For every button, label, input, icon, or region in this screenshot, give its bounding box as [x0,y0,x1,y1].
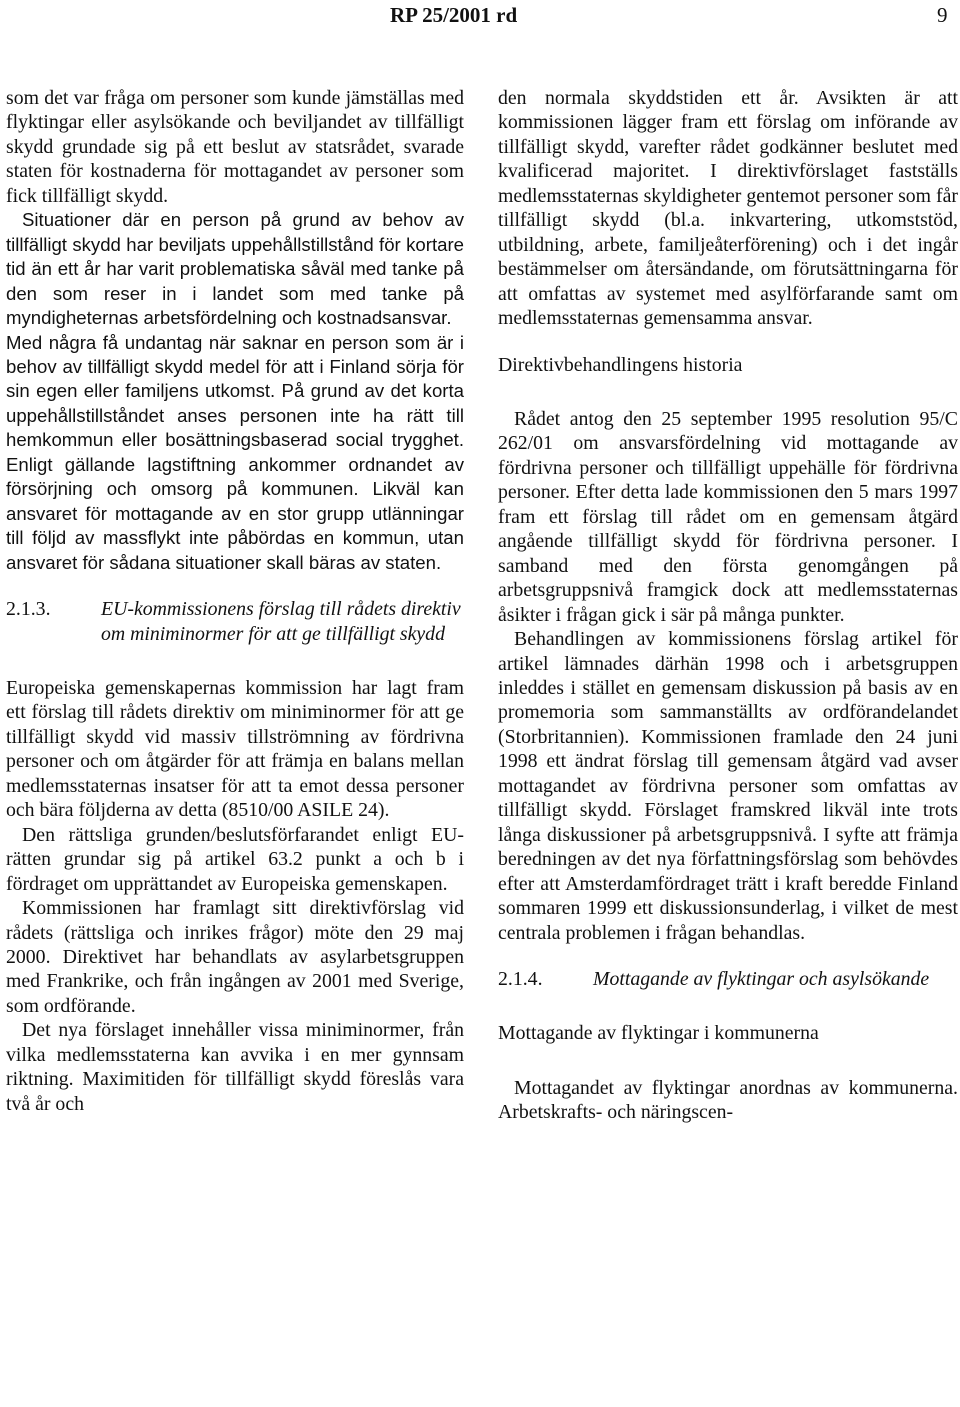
paragraph: Det nya förslaget innehåller vissa miniminormer, från vilka medlemsstaterna kan avvika i en mer gynnsam riktning. Maximitiden för tillfälligt skydd föreslås vara två år och [6,1019,464,1115]
paragraph: Behandlingen av kommissionens förslag artikel för artikel lämnades därhän 1998 och i arbetsgruppen inleddes i stället en gemensam diskussion på basis av en promemoria som sammanställts av ordförandelandet (Storbritannien). Kommissionen framlade den 24 juni 1998 ett ändrat förslag till gemensam åtgärd vad avser mottagandet av fördrivna personer som omfattas av tillfälligt skydd. Förslaget framskred likväl inte trots långa diskussioner på arbetsgruppsnivå. I syfte att främja beredningen av det nya författningsförslag som behövdes efter att Amsterdamfördraget trätt i kraft beredde Finland sommaren 1999 ett diskussionsunderlag, i vilket de mest centrala problemen i frågan behandlas. [498,628,958,944]
subheading: Direktivbehandlingens historia [498,353,743,376]
right-column [498,86,958,1125]
paragraph: Mottagandet av flyktingar anordnas av kommunerna. Arbetskrafts- och näringscen- [498,1076,958,1124]
section-number: 2.1.3. [6,598,51,621]
left-column [6,86,464,1116]
paragraph: Europeiska gemenskapernas kommission har lagt fram ett förslag till rådets direktiv om miniminormer för att ge tillfälligt skydd vid massiv tillströmning av fördrivna personer och om åtgärder för att främja en balans mellan medlemsstaternas insatser för att ta emot dessa personer och bära följderna av detta (8510/00 ASILE 24). [6,676,464,822]
paragraph: Med några få undantag när saknar en person som är i behov av tillfälligt skydd medel för att i Finland sörja för sin egen eller familjens utkomst. På grund av det korta uppehållstillståndet anses personen inte ha rätt till hemkommun eller bosättningsbaserad social trygghet. Enligt gällande lagstiftning ankommer ordnandet av försörjning och omsorg på kommunen. Likväl kan ansvaret för mottagande av en stor grupp utlänningar till följd av massflykt inte påbördas en kommun, utan ansvaret för sådana situationer skall bäras av staten. [6,331,464,573]
document-title: RP 25/2001 rd [390,3,518,27]
section-title: Mottagande av flyktingar och asylsökande [593,967,930,990]
paragraph: Situationer där en person på grund av behov av tillfälligt skydd har beviljats uppehållstillstånd för kortare tid än ett år har varit problematiska såväl med tanke på den som reser in i landet som med tanke på myndigheternas arbetsfördelning och kostnadsansvar. [6,209,464,329]
paragraph: Den rättsliga grunden/beslutsförfarandet enligt EU-rätten grundar sig på artikel 63.2 punkt a och b i fördraget om upprättandet av Europeiska gemenskapen. [6,823,464,895]
paragraph: den normala skyddstiden ett år. Avsikten är att kommissionen lägger fram ett förslag om införande av tillfälligt skydd, varefter rådet godkänner beslutet med kvalificerad majoritet. I direktivförslaget fastställs medlemsstaternas skyldigheter gentemot personer som får tillfälligt skydd (bl.a. inkvartering, utkomststöd, utbildning, arbete, familjeåterförening) och i det ingår bestämmelser om återsändande, om förutsättningarna för att omfattas av systemet med asylförfarande samt om medlemsstaternas gemensamma ansvar. [498,87,958,330]
section-number: 2.1.4. [498,967,543,990]
paragraph: Rådet antog den 25 september 1995 resolution 95/C 262/01 om ansvarsfördelning vid mottagande av fördrivna personer och tillfälligt uppehälle för fördrivna personer. Efter detta lade kommissionen den 5 mars 1997 fram ett förslag till rådet om en gemensam åtgärd angående tillfälligt skydd för fördrivna personer. I samband med den första genomgången på arbetsgruppsnivå framgick dock att medlemsstaternas åsikter i frågan gick i sär på många punkter. [498,407,958,626]
section-heading [498,967,958,991]
subheading: Mottagande av flyktingar i kommunerna [498,1022,819,1045]
paragraph: som det var fråga om personer som kunde jämställas med flyktingar eller asylsökande och beviljandet av tillfälligt skydd grundade sig på ett beslut av statsrådet, svarade staten för kostnaderna för mottagandet av personer som fick tillfälligt skydd. [6,87,464,207]
section-title: EU-kommissionens förslag till rådets direktiv om miniminormer för att ge tillfälligt skydd [101,598,461,645]
page-header [0,0,960,32]
page-number: 9 [937,3,948,27]
paragraph: Kommissionen har framlagt sitt direktivförslag vid rådets (rättsliga och inrikes frågor) möte den 29 maj 2000. Direktivet har behandlats av asylarbetsgruppen med Frankrike, och från ingången av 2001 med Sverige, som ordförande. [6,897,464,1017]
section-heading [6,597,464,646]
